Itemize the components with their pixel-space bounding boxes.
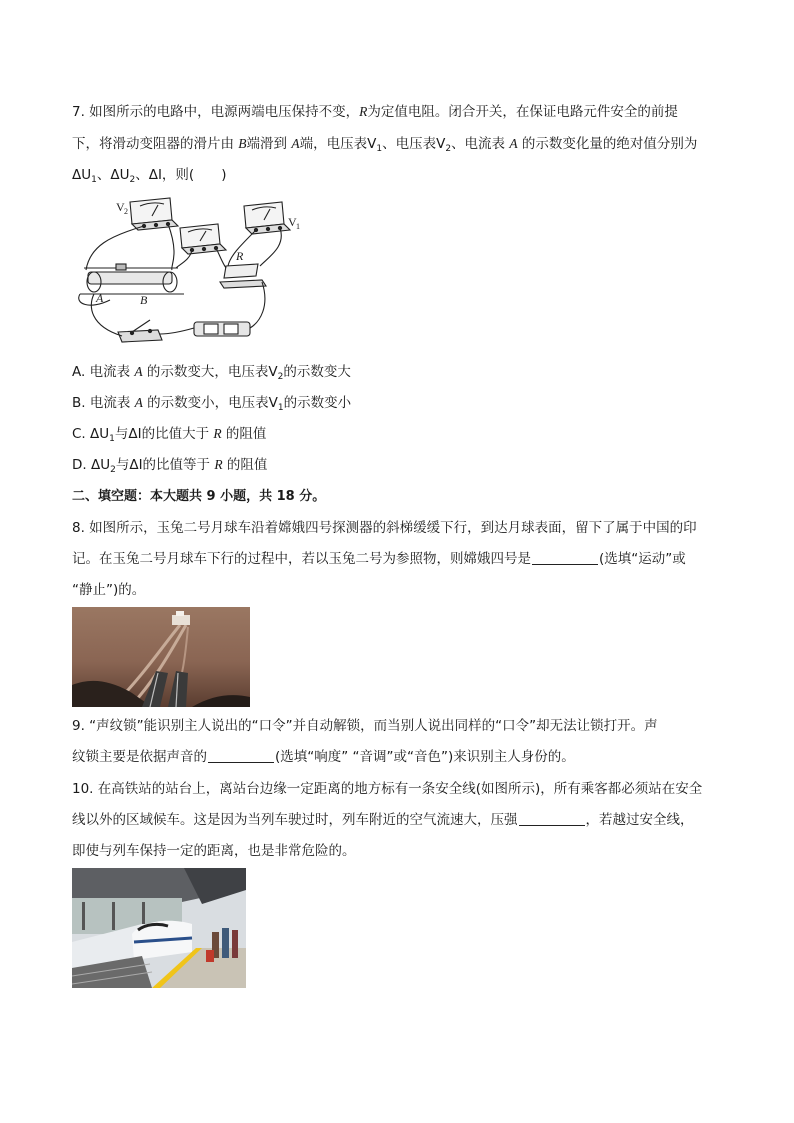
q10-stem-line3: 即使与列车保持一定的距离，也是非常危险的。 (72, 843, 356, 859)
switch-icon (118, 320, 162, 342)
q8-stem-line2: 记。在玉兔二号月球车下行的过程中，若以玉兔二号为参照物，则嫦娥四号是 (选填“运动”或 (72, 551, 686, 567)
q9-stem-line1: 9. “声纹锁”能识别主人说出的“口令”并自动解锁，而当别人说出同样的“口令”却无法让锁打开。声 (72, 718, 658, 734)
q7-option-d: D. $\Delta U_2$与ΔI的比值等于 R 的阻值 (72, 457, 268, 475)
q10-stem-line2: 线以外的区域候车。这是因为当列车驶过时，列车附近的空气流速大，压强 ，若越过安全线， (72, 812, 694, 828)
resistor-icon (220, 264, 266, 288)
q7-stem-line2: 下，将滑动变阻器的滑片由 B端滑到 A端，电压表$V_1$、电压表$V_2$、电流表 A 的示数变化量的绝对值分别为 (72, 136, 698, 154)
train-platform-photo (72, 868, 246, 988)
q8-stem-line1: 8. 如图所示，玉兔二号月球车沿着嫦娥四号探测器的斜梯缓缓下行，到达月球表面，留下了属于中国的印 (72, 520, 697, 536)
label-v1: V (288, 215, 297, 229)
q10-stem-line1: 10. 在高铁站的站台上，离站台边缘一定距离的地方标有一条安全线(如图所示)，所有乘客都必须站在安全 (72, 781, 703, 797)
label-v1-sub: 1 (296, 222, 300, 231)
q7-option-b: B. 电流表 A 的示数变小，电压表$V_1$的示数变小 (72, 395, 352, 413)
voltmeter-v2-icon (130, 198, 178, 230)
q7-option-c: C. $\Delta U_1$与ΔI的比值大于 R 的阻值 (72, 426, 267, 444)
section-heading-fill-in: 二、填空题：本大题共 9 小题，共 18 分。 (72, 489, 326, 504)
q8-answer-blank[interactable] (532, 550, 598, 565)
q9-answer-blank[interactable] (208, 748, 274, 763)
ammeter-icon (180, 224, 226, 254)
voltmeter-v1-icon (244, 202, 290, 234)
q7-stem-line1: 7. 如图所示的电路中，电源两端电压保持不变，R为定值电阻。闭合开关，在保证电路元件安全的前提 (72, 104, 678, 120)
battery-icon (194, 322, 250, 336)
q7-option-a: A. 电流表 A 的示数变大，电压表$V_2$的示数变大 (72, 364, 351, 382)
label-b: B (140, 293, 148, 307)
label-a: A (96, 291, 104, 305)
label-v2: V (116, 200, 125, 214)
q10-answer-blank[interactable] (519, 811, 585, 826)
label-v2-sub: 2 (124, 207, 128, 216)
sliding-rheostat-icon (80, 264, 184, 294)
q8-stem-line3: “静止”)的。 (72, 582, 146, 598)
q9-stem-line2: 纹锁主要是依据声音的 (选填“响度” “音调”或“音色”)来识别主人身份的。 (72, 749, 575, 765)
label-r: R (236, 249, 244, 263)
q7-stem-line3: $\Delta U_1$、$\Delta U_2$、ΔI，则( ) (72, 167, 227, 185)
circuit-diagram-figure (70, 196, 310, 348)
lunar-rover-photo (72, 607, 250, 707)
